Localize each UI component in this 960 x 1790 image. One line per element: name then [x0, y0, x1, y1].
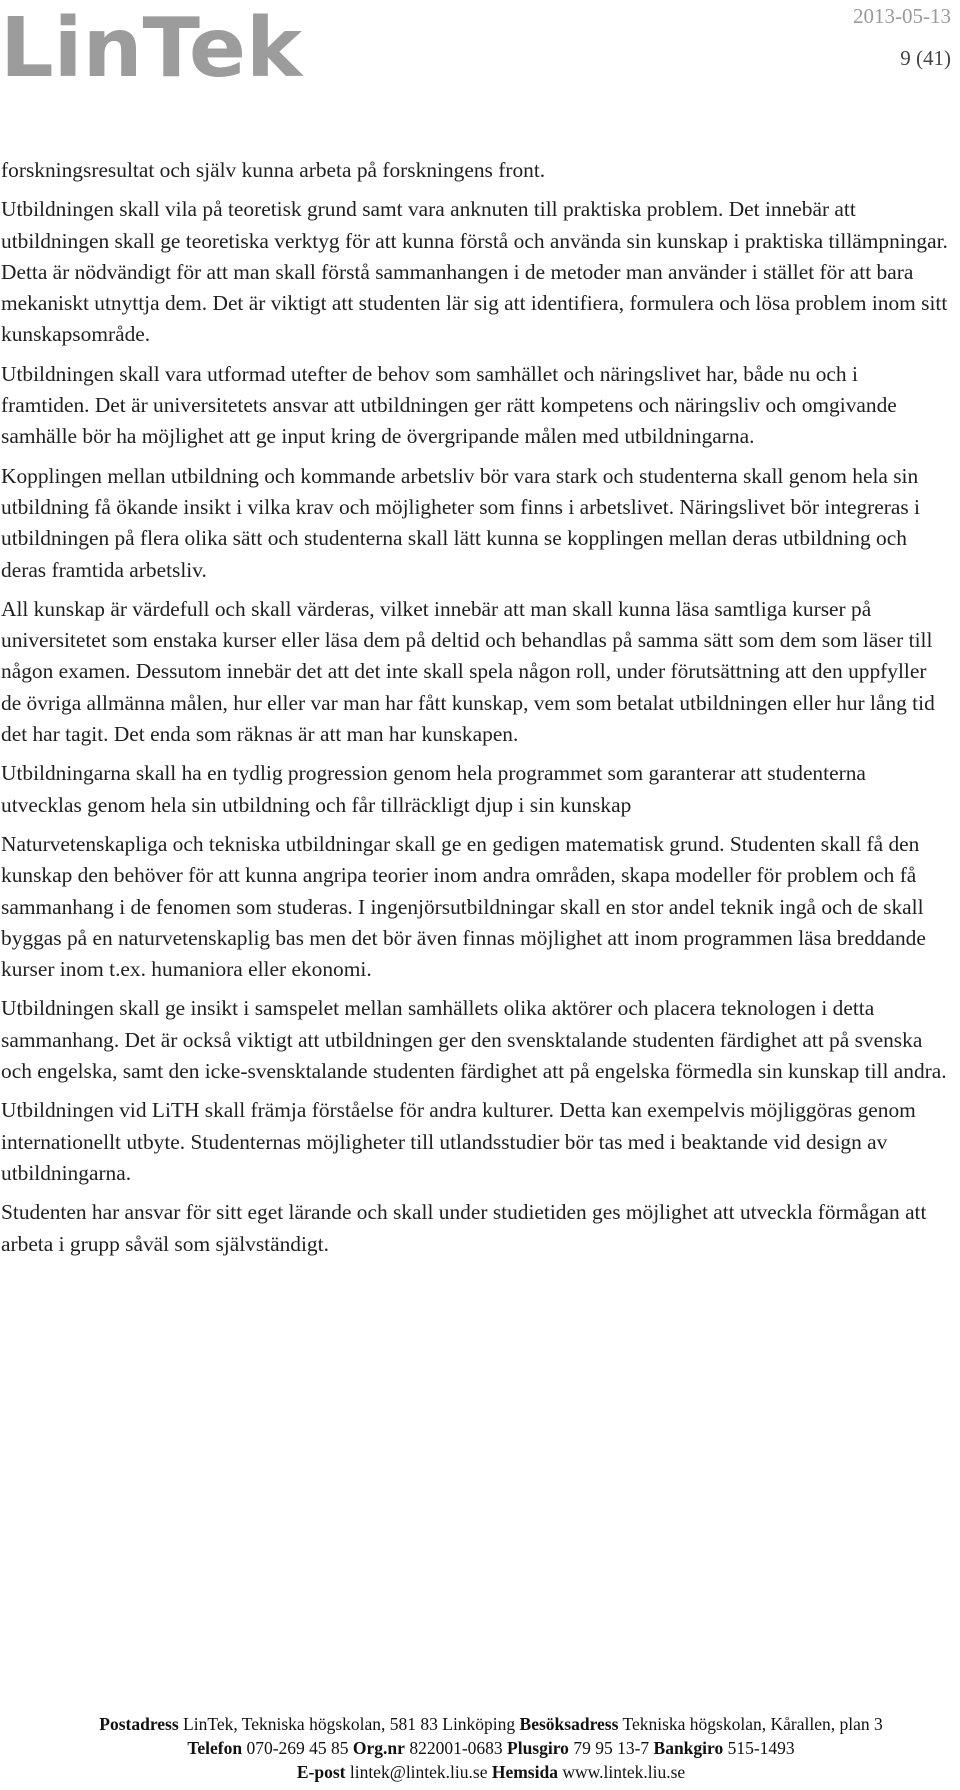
footer-value: 822001-0683: [409, 1738, 503, 1758]
footer-label: Postadress: [99, 1714, 179, 1734]
paragraph: All kunskap är värdefull och skall värderas, vilket innebär att man skall kunna läsa samtliga kurser på universitetet som enstaka kurser eller läsa dem på deltid och behandlas på samma sätt som dem som läser till någon examen. Dessutom innebär det att det inte skall spela någon roll, under förutsättning att den uppfyller de övriga allmänna målen, hur eller var man har fått kunskap, vem som betalat utbildningen eller hur lång tid det har tagit. Det enda som räknas är att man har kunskapen.: [1, 596, 935, 747]
paragraph: Studenten har ansvar för sitt eget lärande och skall under studietiden ges möjlighet att utveckla förmågan att arbeta i grupp såväl som självständigt.: [1, 1200, 927, 1256]
paragraph: Utbildningen skall vila på teoretisk grund samt vara anknuten till praktiska problem. Det innebär att utbildningen skall ge teoretiska verktyg för att kunna förstå och använda sin kunskap i praktiska tillämpningar. Detta är nödvändigt för att man skall förstå sammanhangen i de metoder man använder i stället för att bara mekaniskt utnyttja dem. Det är viktigt att studenten lär sig att identifiera, formulera och lösa problem inom sitt kunskapsområde.: [1, 197, 948, 347]
footer-line-contact: [22, 1760, 960, 1784]
page-footer: [0, 1712, 960, 1784]
footer-label: Besöksadress: [519, 1714, 619, 1734]
lintek-logo: [0, 0, 305, 82]
paragraph: Naturvetenskapliga och tekniska utbildningar skall ge en gedigen matematisk grund. Studenten skall få den kunskap den behöver för att kunna angripa teorier inom andra områden, skapa modeller för problem och få sammanhang i de fenomen som studeras. I ingenjörsutbildningar skall en stor andel teknik ingå och de skall byggas på en naturvetenskaplig bas men det bör även finnas möjlighet att inom programmen läsa breddande kurser inom t.ex. humaniora eller ekonomi.: [1, 831, 926, 982]
footer-label: Plusgiro: [507, 1738, 569, 1758]
logo-text: LinTek: [0, 1, 305, 82]
paragraph: Kopplingen mellan utbildning och kommande arbetsliv bör vara stark och studenterna skall genom hela sin utbildning få ökande insikt i vilka krav och möjligheter som finns i arbetslivet. Näringslivet bör integreras i utbildningen på flera olika sätt och studenterna skall lätt kunna se kopplingen mellan deras utbildning och deras framtida arbetsliv.: [1, 463, 921, 582]
paragraph: Utbildningen skall vara utformad utefter de behov som samhället och näringslivet har, både nu och i framtiden. Det är universitetets ansvar att utbildningen ger rätt kompetens och näringsliv och omgivande samhälle bör ha möjlighet att ge input kring de övergripande målen med utbildningarna.: [1, 361, 897, 449]
footer-email: lintek@lintek.liu.se: [349, 1762, 488, 1782]
footer-label: Telefon: [187, 1738, 243, 1758]
page-number: 9 (41): [900, 46, 951, 70]
footer-value: 070-269 45 85: [246, 1738, 349, 1758]
document-body: [1, 155, 951, 1268]
footer-value: Tekniska högskolan, Kårallen, plan 3: [622, 1714, 883, 1734]
document-date: 2013-05-13: [853, 4, 951, 28]
paragraph: forskningsresultat och själv kunna arbeta på forskningens front.: [1, 158, 546, 182]
footer-label: Bankgiro: [653, 1738, 724, 1758]
paragraph: Utbildningen vid LiTH skall främja förståelse för andra kulturer. Detta kan exempelvis möjliggöras genom internationellt utbyte. Studenternas möjligheter till utlandsstudier bör tas med i beaktande vid design av utbildningarna.: [1, 1098, 916, 1185]
footer-website: www.lintek.liu.se: [562, 1762, 686, 1782]
footer-label: Org.nr: [352, 1738, 405, 1758]
footer-label: Hemsida: [491, 1762, 558, 1782]
footer-label: E-post: [296, 1762, 346, 1782]
footer-value: 79 95 13-7: [573, 1738, 650, 1758]
paragraph: Utbildningarna skall ha en tydlig progression genom hela programmet som garanterar att studenterna utvecklas genom hela sin utbildning och får tillräckligt djup i sin kunskap: [1, 761, 866, 817]
footer-line-numbers: [22, 1736, 960, 1760]
paragraph: Utbildningen skall ge insikt i samspelet mellan samhällets olika aktörer och placera teknologen i detta sammanhang. Det är också viktigt att utbildningen ger den svensktalande studenten färdighet att på svenska och engelska, samt den icke-svensktalande studenten färdighet att på engelska förmedla sin kunskap till andra.: [1, 996, 947, 1084]
footer-line-address: [22, 1712, 960, 1736]
footer-value: LinTek, Tekniska högskolan, 581 83 Linköping: [183, 1714, 516, 1734]
footer-value: 515-1493: [727, 1738, 795, 1758]
